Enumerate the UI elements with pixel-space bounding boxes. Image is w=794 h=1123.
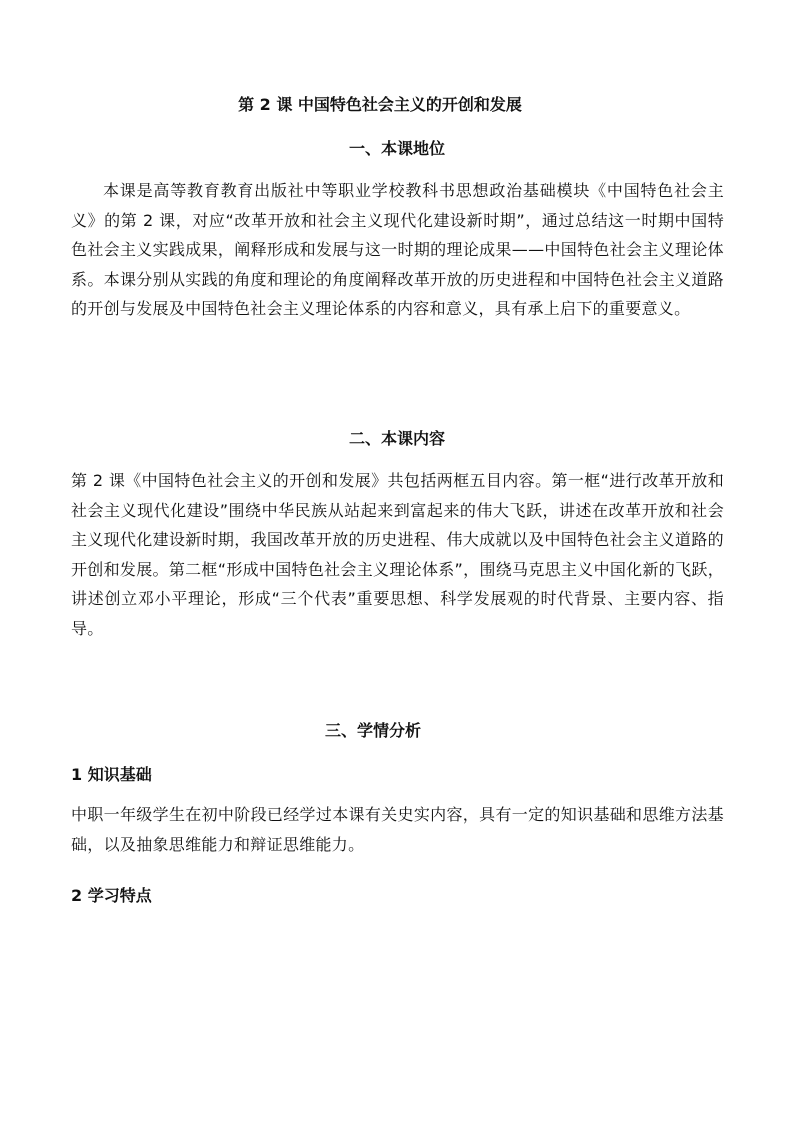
subsection-heading-learning-features: 2 学习特点 — [71, 886, 152, 905]
subsection-paragraph-knowledge-base: 中职一年级学生在初中阶段已经学过本课有关史实内容，具有一定的知识基础和思维方法基础，以及抽象思维能力和辩证思维能力。 — [71, 805, 724, 854]
document-title: 第 2 课 中国特色社会主义的开创和发展 — [238, 95, 522, 114]
section-heading-position: 一、本课地位 — [348, 139, 445, 158]
section-paragraph-position: 本课是高等教育教育出版社中等职业学校教科书思想政治基础模块《中国特色社会主义》的第 2 课，对应“改革开放和社会主义现代化建设新时期”，通过总结这一时期中国特色社会主义实践成果，阐释形成和发展与这一时期的理论成果——中国特色社会主义理论体系。本课分别从实践的角度和理论的角度阐释改革开放的历史进程和中国特色社会主义道路的开创与发展及中国特色社会主义理论体系的内容和意义，具有承上启下的重要意义。 — [71, 181, 724, 319]
section-paragraph-content: 第 2 课《中国特色社会主义的开创和发展》共包括两框五目内容。第一框“进行改革开放和社会主义现代化建设”围绕中华民族从站起来到富起来的伟大飞跃，讲述在改革开放和社会主义现代化建设新时期，我国改革开放的历史进程、伟大成就以及中国特色社会主义道路的开创和发展。第二框“形成中国特色社会主义理论体系”，围绕马克思主义中国化新的飞跃，讲述创立邓小平理论，形成“三个代表”重要思想、科学发展观的时代背景、主要内容、指导。 — [71, 471, 724, 638]
section-heading-analysis: 三、学情分析 — [324, 721, 421, 740]
subsection-heading-knowledge-base: 1 知识基础 — [71, 765, 152, 784]
section-heading-content: 二、本课内容 — [348, 429, 445, 448]
